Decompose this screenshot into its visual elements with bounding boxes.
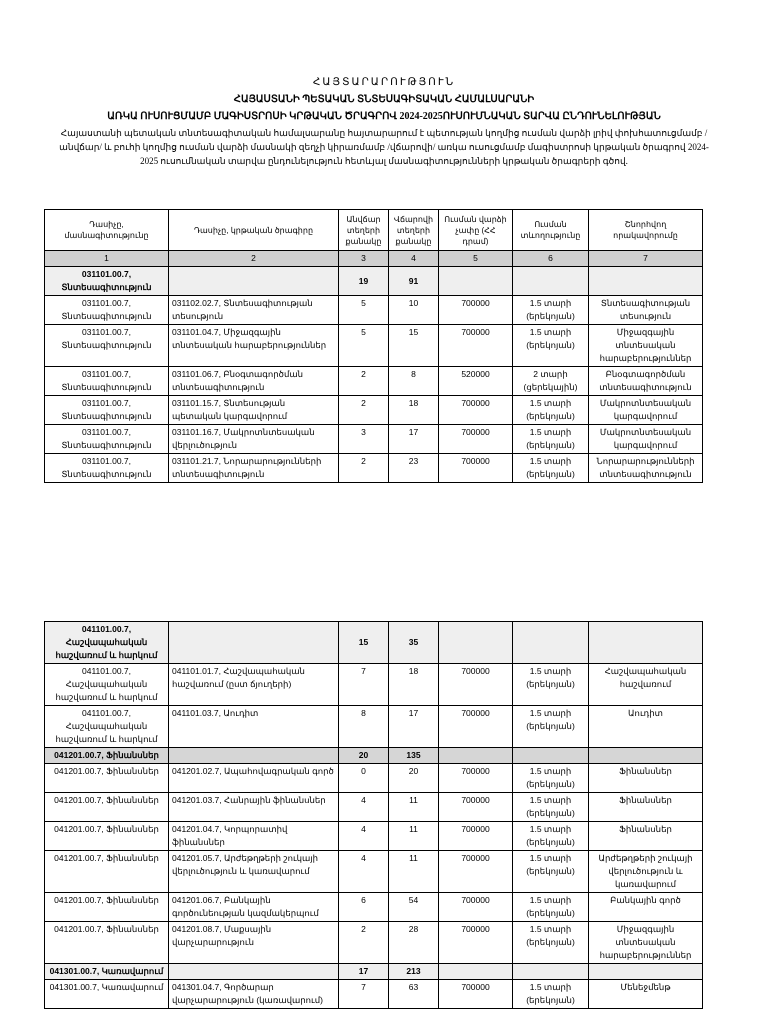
cell-col-2: 031101.06.7, Բնօգտագործման տնտեսագիտություն <box>169 367 339 396</box>
column-number: 5 <box>439 251 513 267</box>
cell-col-1: 041201.00.7, Ֆինանսներ <box>45 764 169 793</box>
cell-col-7: Բնօգտագործման տնտեսագիտություն <box>589 367 703 396</box>
cell-col-7: Հաշվապահական հաշվառում <box>589 664 703 706</box>
table-row <box>45 764 703 793</box>
cell-col-5: 700000 <box>439 851 513 893</box>
cell-col-3: 17 <box>339 964 389 980</box>
table-row <box>45 893 703 922</box>
cell-col-4: 18 <box>389 396 439 425</box>
cell-col-3: 7 <box>339 664 389 706</box>
cell-col-4: 18 <box>389 664 439 706</box>
cell-col-1: 041301.00.7, Կառավարում <box>45 980 169 1009</box>
cell-col-3: 15 <box>339 622 389 664</box>
cell-col-4: 63 <box>389 980 439 1009</box>
cell-col-1: 041201.00.7, Ֆինանսներ <box>45 922 169 964</box>
cell-col-2: 031101.04.7, Միջազգային տնտեսական հարաբերություններ <box>169 325 339 367</box>
cell-col-4: 135 <box>389 748 439 764</box>
cell-col-6: 1.5 տարի (երեկոյան) <box>513 425 589 454</box>
cell-col-5: 700000 <box>439 822 513 851</box>
cell-col-2: 031101.21.7, Նորարարությունների տնտեսագիտություն <box>169 454 339 483</box>
cell-col-3: 5 <box>339 325 389 367</box>
cell-col-5: 700000 <box>439 296 513 325</box>
col-header-specialty: Դասիչը, մասնագիտությունը <box>45 210 169 251</box>
cell-col-3: 8 <box>339 706 389 748</box>
cell-col-5: 700000 <box>439 793 513 822</box>
cell-col-6: 2 տարի (ցերեկային) <box>513 367 589 396</box>
cell-col-2: 041201.02.7, Ապահովագրական գործ <box>169 764 339 793</box>
cell-col-3: 7 <box>339 980 389 1009</box>
cell-col-5 <box>439 748 513 764</box>
cell-col-4: 28 <box>389 922 439 964</box>
cell-col-3: 0 <box>339 764 389 793</box>
cell-col-3: 4 <box>339 822 389 851</box>
cell-col-1: 041101.00.7, Հաշվապահական հաշվառում և հարկում <box>45 664 169 706</box>
column-number: 1 <box>45 251 169 267</box>
cell-col-6: 1.5 տարի (երեկոյան) <box>513 980 589 1009</box>
cell-col-5: 700000 <box>439 396 513 425</box>
cell-col-6: 1.5 տարի (երեկոյան) <box>513 396 589 425</box>
table-row <box>45 922 703 964</box>
cell-col-5: 700000 <box>439 893 513 922</box>
cell-col-1: 031101.00.7, Տնտեսագիտություն <box>45 367 169 396</box>
cell-col-3: 4 <box>339 793 389 822</box>
cell-col-7: Ֆինանսներ <box>589 822 703 851</box>
cell-col-7 <box>589 748 703 764</box>
column-number: 3 <box>339 251 389 267</box>
col-header-program: Դասիչը, կրթական ծրագիրը <box>169 210 339 251</box>
cell-col-7: Տնտեսագիտության տեսություն <box>589 296 703 325</box>
col-header-qualification: Շնորհվող որակավորումը <box>589 210 703 251</box>
cell-col-7 <box>589 964 703 980</box>
cell-col-4: 23 <box>389 454 439 483</box>
cell-col-6: 1.5 տարի (երեկոյան) <box>513 706 589 748</box>
cell-col-2 <box>169 267 339 296</box>
cell-col-3: 5 <box>339 296 389 325</box>
cell-col-1: 041201.00.7, Ֆինանսներ <box>45 893 169 922</box>
cell-col-2: 031102.02.7, Տնտեսագիտության տեսություն <box>169 296 339 325</box>
cell-col-1: 041101.00.7, Հաշվապահական հաշվառում և հարկում <box>45 706 169 748</box>
cell-col-5: 700000 <box>439 922 513 964</box>
cell-col-2: 041301.04.7, Գործարար վարչարարություն (կառավարում) <box>169 980 339 1009</box>
cell-col-1: 041201.00.7, Ֆինանսներ <box>45 851 169 893</box>
cell-col-5: 700000 <box>439 706 513 748</box>
cell-col-3: 19 <box>339 267 389 296</box>
cell-col-7: Արժեթղթերի շուկայի վերլուծություն և կառավարում <box>589 851 703 893</box>
document-header <box>48 76 720 168</box>
cell-col-7: Ֆինանսներ <box>589 793 703 822</box>
cell-col-4: 91 <box>389 267 439 296</box>
table-row <box>45 325 703 367</box>
cell-col-5: 700000 <box>439 325 513 367</box>
cell-col-2: 041201.04.7, Կորպորատիվ ֆինանսներ <box>169 822 339 851</box>
cell-col-6 <box>513 964 589 980</box>
cell-col-7: Ֆինանսներ <box>589 764 703 793</box>
cell-col-4: 15 <box>389 325 439 367</box>
cell-col-3: 2 <box>339 922 389 964</box>
cell-col-6 <box>513 748 589 764</box>
cell-col-6: 1.5 տարի (երեկոյան) <box>513 822 589 851</box>
cell-col-6: 1.5 տարի (երեկոյան) <box>513 325 589 367</box>
cell-col-7: Մենեջմենթ <box>589 980 703 1009</box>
table-row <box>45 425 703 454</box>
cell-col-7: Մակրոտնտեսական կարգավորում <box>589 425 703 454</box>
cell-col-2: 041201.08.7, Մաքսային վարչարարություն <box>169 922 339 964</box>
cell-col-1: 031101.00.7, Տնտեսագիտություն <box>45 425 169 454</box>
cell-col-2: 041201.05.7, Արժեթղթերի շուկայի վերլուծություն և կառավարում <box>169 851 339 893</box>
cell-col-7: Բանկային գործ <box>589 893 703 922</box>
table-row <box>45 706 703 748</box>
cell-col-1: 041201.00.7, Ֆինանսներ <box>45 748 169 764</box>
document-title: ՀԱՅՏԱՐԱՐՈՒԹՅՈՒՆ <box>312 77 456 88</box>
cell-col-3: 2 <box>339 396 389 425</box>
col-header-free-places: Անվճար տեղերի քանակը <box>339 210 389 251</box>
cell-col-2: 031101.15.7, Տնտեսության պետական կարգավորում <box>169 396 339 425</box>
cell-col-5: 520000 <box>439 367 513 396</box>
cell-col-4: 54 <box>389 893 439 922</box>
cell-col-4: 11 <box>389 793 439 822</box>
column-number: 7 <box>589 251 703 267</box>
document-subtitle: ԱՌԿԱ ՈՒՍՈՒՑՄԱՄԲ ՄԱԳԻՍՏՐՈՍԻ ԿՐԹԱԿԱՆ ԾՐԱԳՐՈՎ 2024-2025ՈՒՍՈՒՄՆԱԿԱՆ ՏԱՐՎԱ ԸՆԴՈՒՆԵԼՈՒԹՅԱՆ <box>107 111 661 122</box>
cell-col-5: 700000 <box>439 454 513 483</box>
cell-col-7: Մակրոտնտեսական կարգավորում <box>589 396 703 425</box>
cell-col-3: 3 <box>339 425 389 454</box>
column-number: 2 <box>169 251 339 267</box>
cell-col-5 <box>439 267 513 296</box>
cell-col-4: 17 <box>389 425 439 454</box>
cell-col-3: 2 <box>339 367 389 396</box>
column-number: 4 <box>389 251 439 267</box>
cell-col-6: 1.5 տարի (երեկոյան) <box>513 922 589 964</box>
cell-col-6 <box>513 267 589 296</box>
cell-col-5: 700000 <box>439 980 513 1009</box>
table-row <box>45 980 703 1009</box>
cell-col-7: Միջազգային տնտեսական հարաբերություններ <box>589 325 703 367</box>
cell-col-5: 700000 <box>439 764 513 793</box>
cell-col-6: 1.5 տարի (երեկոյան) <box>513 793 589 822</box>
intro-paragraph: Հայաստանի պետական տնտեսագիտական համալսարանը հայտարարում է պետության կողմից ուսման վարձի լրիվ փոխհատուցմամբ /անվճար/ և բուհի կողմից ուսման վարձի մասնակի զեղչի կիրառմամբ /վճարովի/ առկա ուսուցմամբ մագիստրոսի կրթական ծրագրով 2024-2025 ուսումնական տարվա ընդունելություն հետևյալ մասնագիտությունների կրթական ծրագրերի գծով. <box>59 128 709 166</box>
cell-col-1: 031101.00.7, Տնտեսագիտություն <box>45 325 169 367</box>
cell-col-4: 17 <box>389 706 439 748</box>
cell-col-6: 1.5 տարի (երեկոյան) <box>513 296 589 325</box>
cell-col-3: 20 <box>339 748 389 764</box>
cell-col-4: 10 <box>389 296 439 325</box>
cell-col-1: 031101.00.7, Տնտեսագիտություն <box>45 267 169 296</box>
cell-col-1: 031101.00.7, Տնտեսագիտություն <box>45 454 169 483</box>
cell-col-4: 20 <box>389 764 439 793</box>
table-row <box>45 793 703 822</box>
specialty-row <box>45 622 703 664</box>
cell-col-5: 700000 <box>439 425 513 454</box>
cell-col-2: 041201.06.7, Բանկային գործունեության կազմակերպում <box>169 893 339 922</box>
table-row <box>45 296 703 325</box>
cell-col-2 <box>169 622 339 664</box>
column-number: 6 <box>513 251 589 267</box>
cell-col-3: 4 <box>339 851 389 893</box>
cell-col-3: 2 <box>339 454 389 483</box>
cell-col-6: 1.5 տարի (երեկոյան) <box>513 851 589 893</box>
cell-col-1: 031101.00.7, Տնտեսագիտություն <box>45 396 169 425</box>
cell-col-1: 041301.00.7, Կառավարում <box>45 964 169 980</box>
cell-col-5: 700000 <box>439 664 513 706</box>
specialty-row <box>45 964 703 980</box>
cell-col-5 <box>439 622 513 664</box>
cell-col-6 <box>513 622 589 664</box>
university-name: ՀԱՅԱՍՏԱՆԻ ՊԵՏԱԿԱՆ ՏՆՏԵՍԱԳԻՏԱԿԱՆ ՀԱՄԱԼՍԱՐԱՆԻ <box>233 94 535 105</box>
admission-table-part-2 <box>44 621 703 1009</box>
cell-col-6: 1.5 տարի (երեկոյան) <box>513 454 589 483</box>
cell-col-4: 8 <box>389 367 439 396</box>
cell-col-4: 35 <box>389 622 439 664</box>
cell-col-2 <box>169 964 339 980</box>
cell-col-2: 041101.01.7, Հաշվապահական հաշվառում (ըստ ճյուղերի) <box>169 664 339 706</box>
cell-col-4: 11 <box>389 851 439 893</box>
specialty-row <box>45 267 703 296</box>
cell-col-7: Աուդիտ <box>589 706 703 748</box>
cell-col-7 <box>589 622 703 664</box>
cell-col-6: 1.5 տարի (երեկոյան) <box>513 664 589 706</box>
cell-col-2 <box>169 748 339 764</box>
cell-col-5 <box>439 964 513 980</box>
admission-table-part-1 <box>44 209 703 483</box>
table-header-row <box>45 210 703 251</box>
cell-col-7: Նորարարությունների տնտեսագիտություն <box>589 454 703 483</box>
table-row <box>45 367 703 396</box>
col-header-fee: Ուսման վարձի չափը (ՀՀ դրամ) <box>439 210 513 251</box>
cell-col-2: 041101.03.7, Աուդիտ <box>169 706 339 748</box>
table-row <box>45 396 703 425</box>
table-row <box>45 664 703 706</box>
cell-col-7: Միջազգային տնտեսական հարաբերություններ <box>589 922 703 964</box>
cell-col-7 <box>589 267 703 296</box>
cell-col-4: 213 <box>389 964 439 980</box>
cell-col-6: 1.5 տարի (երեկոյան) <box>513 764 589 793</box>
cell-col-1: 041201.00.7, Ֆինանսներ <box>45 822 169 851</box>
cell-col-6: 1.5 տարի (երեկոյան) <box>513 893 589 922</box>
table-row <box>45 851 703 893</box>
table-row <box>45 454 703 483</box>
specialty-row <box>45 748 703 764</box>
col-header-duration: Ուսման տևողությունը <box>513 210 589 251</box>
cell-col-1: 041201.00.7, Ֆինանսներ <box>45 793 169 822</box>
cell-col-1: 031101.00.7, Տնտեսագիտություն <box>45 296 169 325</box>
table-row <box>45 822 703 851</box>
col-header-paid-places: Վճարովի տեղերի քանակը <box>389 210 439 251</box>
cell-col-2: 041201.03.7, Հանրային ֆինանսներ <box>169 793 339 822</box>
column-number-row <box>45 251 703 267</box>
cell-col-1: 041101.00.7, Հաշվապահական հաշվառում և հարկում <box>45 622 169 664</box>
cell-col-3: 6 <box>339 893 389 922</box>
cell-col-4: 11 <box>389 822 439 851</box>
cell-col-2: 031101.16.7, Մակրոտնտեսական վերլուծություն <box>169 425 339 454</box>
